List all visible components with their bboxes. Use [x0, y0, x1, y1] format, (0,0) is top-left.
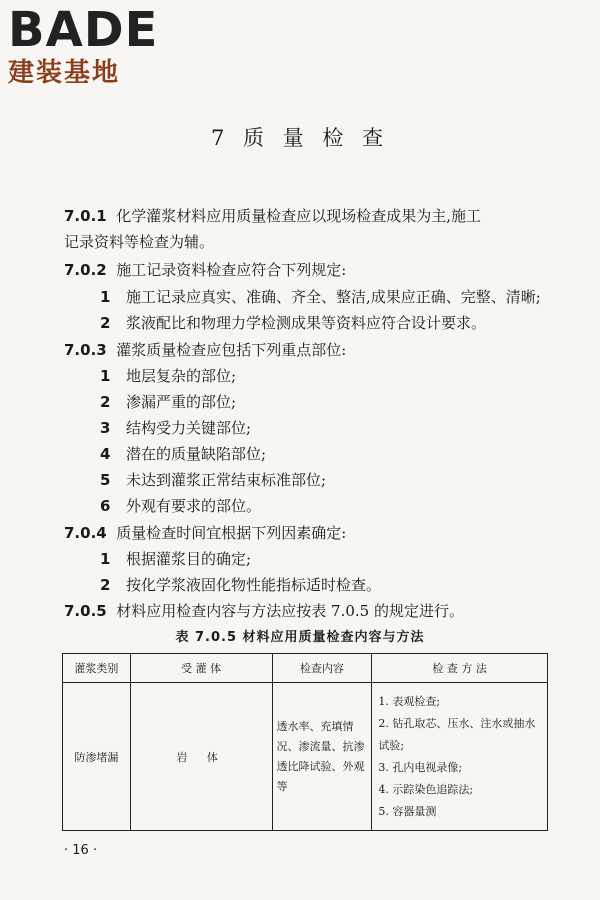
- item-number: 1: [100, 550, 111, 568]
- list-item: [100, 366, 236, 386]
- item-text: 未达到灌浆正常结束标准部位;: [126, 471, 327, 489]
- list-item: [100, 392, 236, 412]
- method-item: 4. 示踪染色追踪法;: [378, 782, 474, 796]
- item-text: 按化学浆液固化物性能指标适时检查。: [126, 576, 382, 594]
- logo-subtitle: 建装基地: [8, 58, 121, 88]
- section-7-0-1-continued: 记录资料等检查为辅。: [64, 233, 215, 251]
- inspection-content-cell: 透水率、充填情况、渗流量、抗渗透比降试验、外观等: [272, 683, 372, 831]
- section-number: 7.0.2: [64, 261, 107, 279]
- section-text: 化学灌浆材料应用质量检查应以现场检查成果为主,施工: [116, 207, 482, 225]
- item-number: 3: [100, 419, 111, 437]
- item-number: 2: [100, 393, 111, 411]
- list-item: [100, 418, 251, 438]
- logo: [8, 2, 178, 88]
- grouted-object-cell: 岩 体: [130, 683, 272, 831]
- section-7-0-4: [64, 523, 346, 543]
- item-number: 5: [100, 471, 111, 489]
- list-item: [100, 470, 326, 490]
- item-number: 4: [100, 445, 111, 463]
- section-7-0-2: [64, 260, 346, 280]
- item-text: 渗漏严重的部位;: [126, 393, 237, 411]
- item-number: 1: [100, 288, 111, 306]
- chapter-title: 7 质 量 检 查: [210, 126, 390, 150]
- logo-wordmark: BADE: [8, 2, 159, 58]
- item-text: 根据灌浆目的确定;: [126, 550, 252, 568]
- section-text: 质量检查时间宜根据下列因素确定:: [116, 524, 347, 542]
- grouting-type-cell: 防渗堵漏: [63, 683, 131, 831]
- section-number: 7.0.1: [64, 207, 107, 225]
- item-number: 6: [100, 497, 111, 515]
- item-text: 结构受力关键部位;: [126, 419, 252, 437]
- item-text: 外观有要求的部位。: [126, 497, 262, 515]
- item-number: 2: [100, 314, 111, 332]
- section-7-0-1: [64, 206, 481, 226]
- table-header-row: [63, 654, 548, 683]
- column-header: 受 灌 体: [130, 654, 272, 683]
- method-item: 3. 孔内电视录像;: [378, 760, 463, 774]
- list-item: [100, 313, 486, 333]
- list-item: [100, 575, 381, 595]
- table-caption: 表 7.0.5 材料应用质量检查内容与方法: [175, 630, 425, 645]
- inspection-table: [62, 653, 548, 831]
- section-7-0-5: [64, 601, 464, 621]
- item-text: 浆液配比和物理力学检测成果等资料应符合设计要求。: [126, 314, 487, 332]
- item-number: 2: [100, 576, 111, 594]
- list-item: [100, 444, 266, 464]
- method-item: 2. 钻孔取芯、压水、注水或抽水试验;: [378, 716, 536, 752]
- item-text: 潜在的质量缺陷部位;: [126, 445, 267, 463]
- section-7-0-3: [64, 340, 346, 360]
- item-text: 地层复杂的部位;: [126, 367, 237, 385]
- list-item: [100, 496, 261, 516]
- section-number: 7.0.5: [64, 602, 107, 620]
- section-text: 材料应用检查内容与方法应按表 7.0.5 的规定进行。: [116, 602, 464, 620]
- column-header: 检 查 方 法: [372, 654, 548, 683]
- section-text: 灌浆质量检查应包括下列重点部位:: [116, 341, 347, 359]
- method-item: 5. 容器量测: [378, 804, 437, 818]
- list-item: [100, 287, 541, 307]
- list-item: [100, 549, 251, 569]
- column-header: 灌浆类别: [63, 654, 131, 683]
- column-header: 检查内容: [272, 654, 372, 683]
- method-item: 1. 表观检查;: [378, 694, 441, 708]
- page-number: · 16 ·: [64, 843, 98, 858]
- item-number: 1: [100, 367, 111, 385]
- item-text: 施工记录应真实、准确、齐全、整洁,成果应正确、完整、清晰;: [126, 288, 541, 306]
- section-number: 7.0.4: [64, 524, 107, 542]
- table-row: [63, 683, 548, 831]
- section-text: 施工记录资料检查应符合下列规定:: [116, 261, 347, 279]
- section-number: 7.0.3: [64, 341, 107, 359]
- inspection-method-cell: [372, 683, 548, 831]
